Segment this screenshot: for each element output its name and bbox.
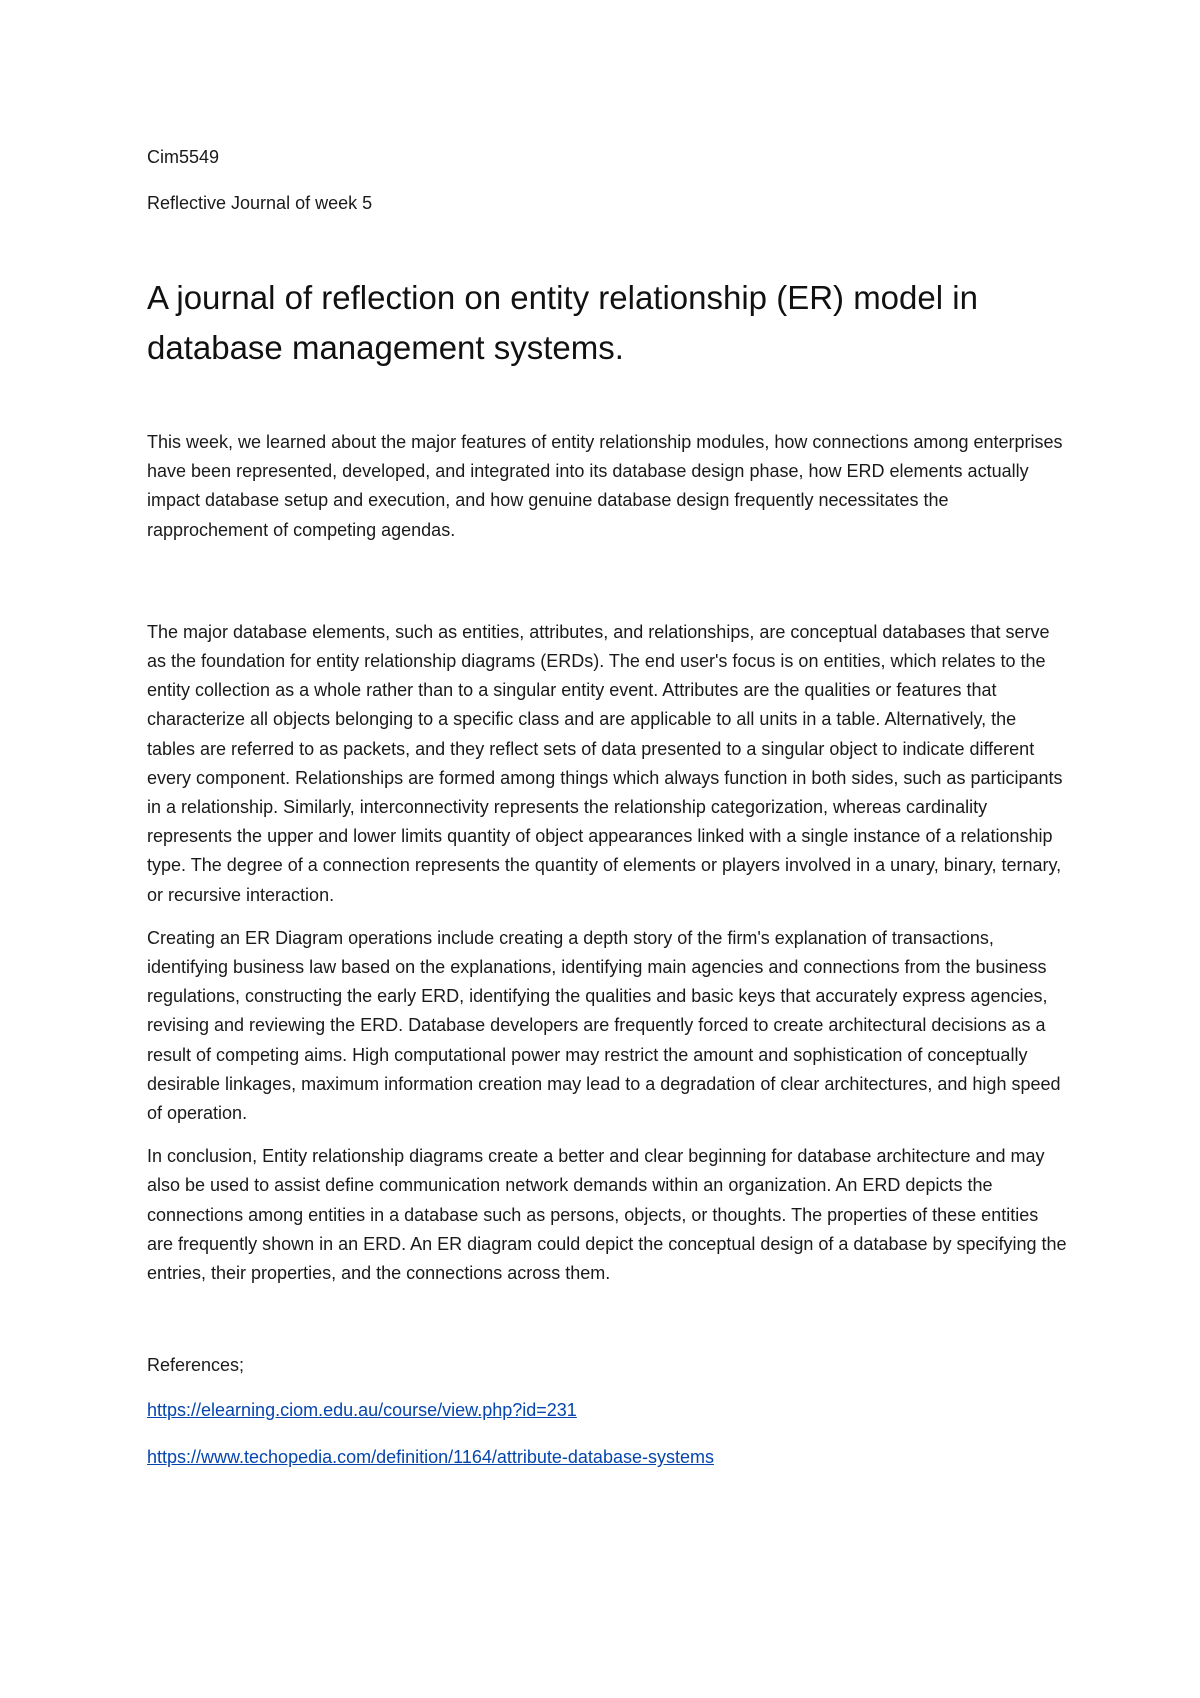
- paragraph-creating-erd: Creating an ER Diagram operations include creating a depth story of the firm's explanation of transactions, identifying business law based on the explanations, identifying main agencies and connections from the business regulations, constructing the early ERD, identifying the qualities and basic keys that accurately express agencies, revising and reviewing the ERD. Database developers are frequently forced to create architectural decisions as a result of competing aims. High computational power may restrict the amount and sophistication of conceptually desirable linkages, maximum information creation may lead to a degradation of clear architectures, and high speed of operation.: [147, 927, 1061, 1124]
- references-heading: References;: [147, 1355, 245, 1376]
- document-body: [147, 145, 1067, 1469]
- document-title: A journal of reflection on entity relationship (ER) model in database management systems.: [147, 279, 978, 366]
- journal-label: Reflective Journal of week 5: [147, 193, 373, 213]
- paragraph-conclusion: In conclusion, Entity relationship diagrams create a better and clear beginning for database architecture and may also be used to assist define communication network demands within an organization. An ERD depicts the connections among entities in a database such as persons, objects, or thoughts. The properties of these entities are frequently shown in an ERD. An ER diagram could depict the conceptual design of a database by specifying the entries, their properties, and the connections across them.: [147, 1146, 1067, 1284]
- reference-link-elearning[interactable]: https://elearning.ciom.edu.au/course/view.php?id=231: [147, 1400, 577, 1421]
- course-code: Cim5549: [147, 147, 220, 167]
- paragraph-intro: This week, we learned about the major features of entity relationship modules, how connections among enterprises have been represented, developed, and integrated into its database design phase, how ERD elements actually impact database setup and execution, and how genuine database design frequently necessitates the rapprochement of competing agendas.: [147, 432, 1063, 540]
- paragraph-elements: The major database elements, such as entities, attributes, and relationships, are conceptual databases that serve as the foundation for entity relationship diagrams (ERDs). The end user's focus is on entities, which relates to the entity collection as a whole rather than to a singular entity event. Attributes are the qualities or features that characterize all objects belonging to a specific class and are applicable to all units in a table. Alternatively, the tables are referred to as packets, and they reflect sets of data presented to a singular object to indicate different every component. Relationships are formed among things which always function in both sides, such as participants in a relationship. Similarly, interconnectivity represents the relationship categorization, whereas cardinality represents the upper and lower limits quantity of object appearances linked with a single instance of a relationship type. The degree of a connection represents the quantity of elements or players involved in a unary, binary, ternary, or recursive interaction.: [147, 621, 1063, 905]
- reference-link-techopedia[interactable]: https://www.techopedia.com/definition/1164/attribute-database-systems: [147, 1447, 714, 1468]
